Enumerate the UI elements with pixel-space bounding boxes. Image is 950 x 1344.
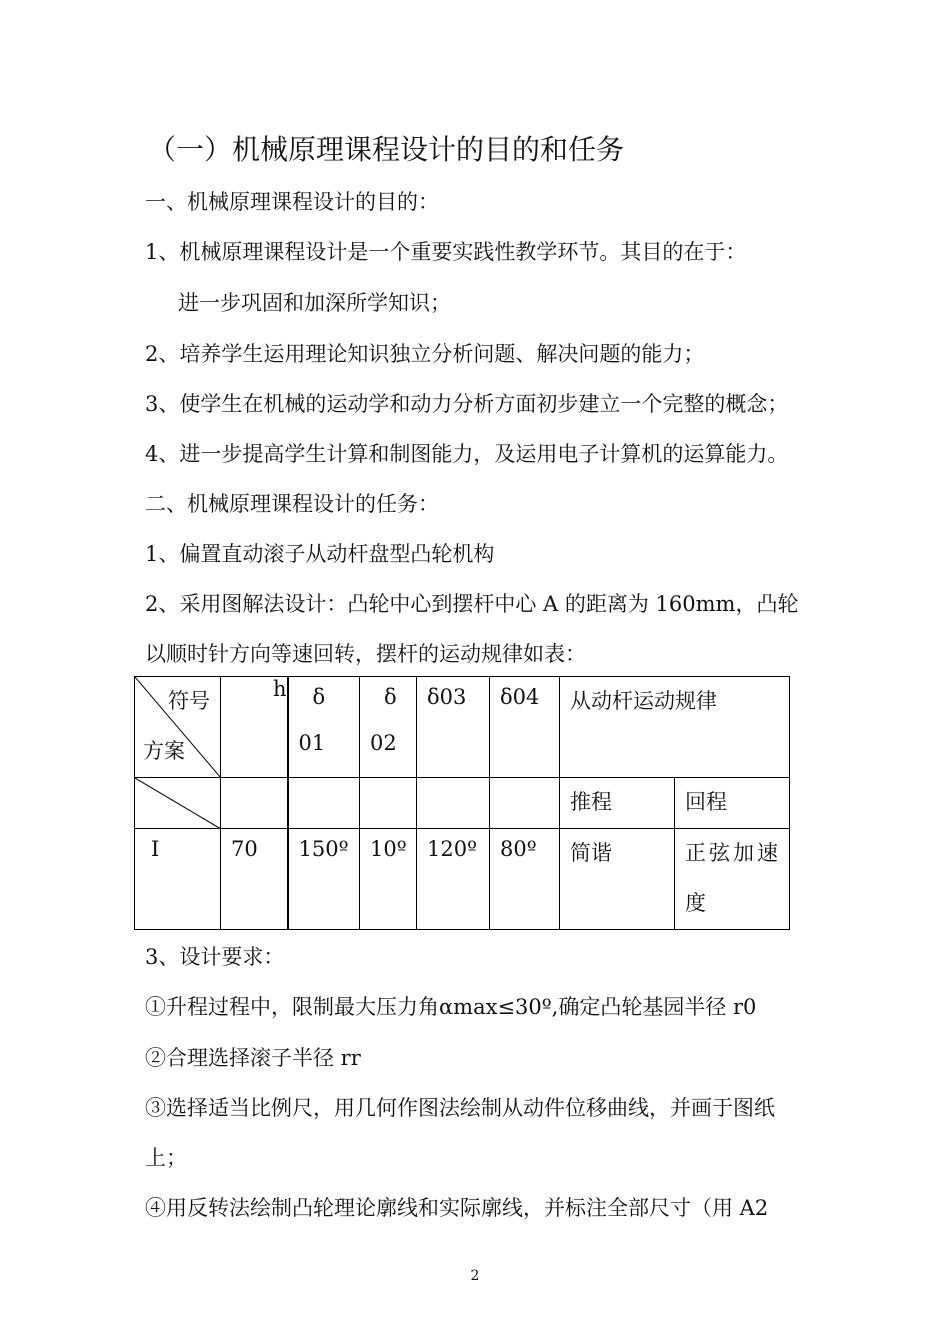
table-header-diagonal-cell (135, 677, 221, 778)
header-return: 回程 (675, 778, 790, 829)
section-title: （一）机械原理课程设计的目的和任务 (148, 133, 625, 166)
header-delta03: δ03 (417, 677, 490, 778)
requirement-3-cont: 上； (145, 1146, 187, 1170)
cell-delta02: 10º (360, 829, 417, 930)
requirement-2: ②合理选择滚子半径 rr (145, 1046, 361, 1070)
header-delta01-sub: 01 (298, 731, 326, 755)
header-delta02-symbol: δ (384, 685, 397, 709)
header-motion-law: 从动杆运动规律 (560, 677, 790, 778)
header-symbol: 符号 (168, 689, 210, 713)
page-number: 2 (470, 1268, 480, 1284)
heading-task: 二、机械原理课程设计的任务： (145, 492, 439, 516)
motion-table (134, 676, 790, 930)
cell-delta01: 150º (288, 829, 360, 930)
cell-delta03: 120º (417, 829, 490, 930)
paragraph-item-3: 3、使学生在机械的运动学和动力分析方面初步建立一个完整的概念； (145, 392, 789, 416)
header-plan: 方案 (143, 739, 185, 763)
header-delta01 (288, 677, 360, 778)
requirements-heading: 3、设计要求： (145, 945, 285, 969)
heading-purpose: 一、机械原理课程设计的目的： (145, 190, 439, 214)
diagonal-line (135, 778, 221, 829)
task-item-2: 2、采用图解法设计：凸轮中心到摆杆中心 A 的距离为 160mm，凸轮 (145, 592, 799, 616)
header-h: h (221, 677, 288, 778)
task-item-2-cont: 以顺时针方向等速回转，摆杆的运动规律如表： (145, 642, 586, 666)
requirement-1: ①升程过程中，限制最大压力角αmax≤30º,确定凸轮基园半径 r0 (145, 995, 757, 1019)
cell-push: 简谐 (560, 829, 675, 930)
paragraph-item-1: 1、机械原理课程设计是一个重要实践性教学环节。其目的在于： (145, 240, 747, 264)
header-push: 推程 (560, 778, 675, 829)
table-subheader-diagonal-cell (135, 778, 221, 829)
header-delta02 (360, 677, 417, 778)
task-item-1: 1、偏置直动滚子从动杆盘型凸轮机构 (145, 542, 495, 566)
cell-h: 70 (221, 829, 288, 930)
cell-plan: Ⅰ (135, 829, 221, 930)
header-delta01-symbol: δ (312, 685, 326, 709)
header-delta04: δ04 (490, 677, 560, 778)
requirement-4: ④用反转法绘制凸轮理论廓线和实际廓线，并标注全部尺寸（用 A2 (145, 1196, 769, 1220)
cell-return-line1: 正弦加速 (685, 841, 781, 865)
paragraph-item-4: 4、进一步提高学生计算和制图能力，及运用电子计算机的运算能力。 (145, 442, 789, 466)
table-row (135, 829, 790, 930)
paragraph-item-1-cont: 进一步巩固和加深所学知识； (178, 291, 451, 315)
header-delta02-sub: 02 (370, 731, 397, 755)
cell-return (675, 829, 790, 930)
paragraph-item-2: 2、培养学生运用理论知识独立分析问题、解决问题的能力； (145, 342, 705, 366)
cell-delta04: 80º (490, 829, 560, 930)
requirement-3: ③选择适当比例尺，用几何作图法绘制从动件位移曲线，并画于图纸 (145, 1096, 775, 1120)
cell-return-line2: 度 (685, 891, 706, 915)
